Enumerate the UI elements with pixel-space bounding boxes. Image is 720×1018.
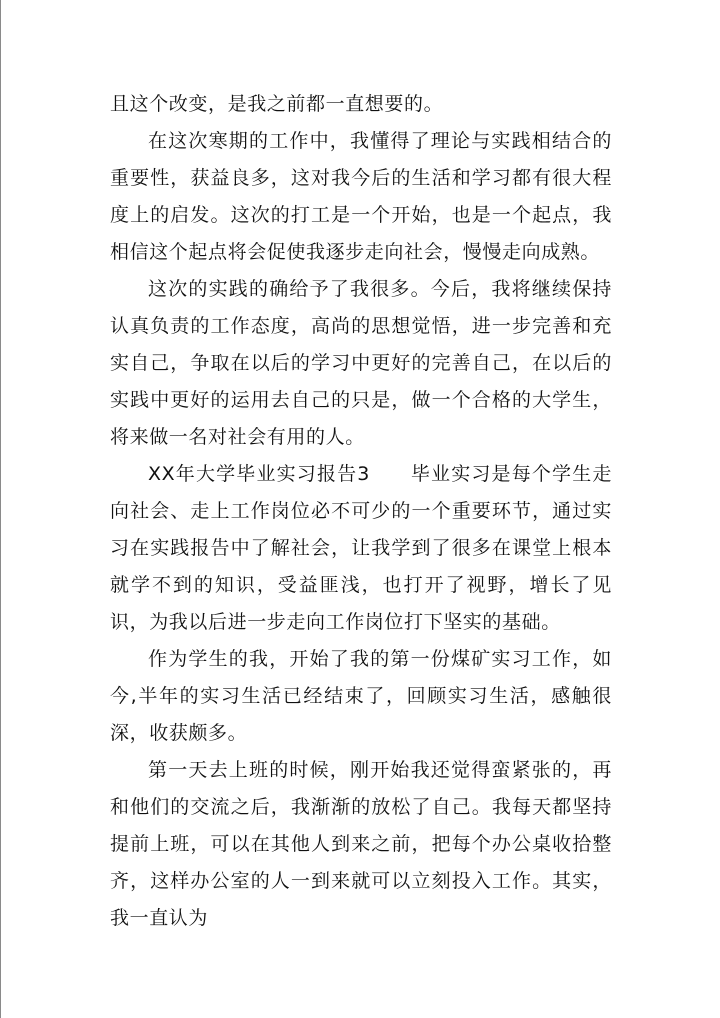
paragraph-1: 且这个改变，是我之前都一直想要的。 (110, 93, 444, 115)
paragraph-5: 作为学生的我，开始了我的第一份煤矿实习工作，如今,半年的实习生活已经结束了，回顾实习生活，感触很深，收获颇多。 (110, 648, 612, 744)
document-body (110, 86, 612, 937)
paragraph-2: 在这次寒期的工作中，我懂得了理论与实践相结合的重要性，获益良多，这对我今后的生活和学习都有很大程度上的启发。这次的打工是一个开始，也是一个起点，我相信这个起点将会促使我逐步走向社会，慢慢走向成熟。 (110, 130, 612, 263)
paragraph-4: XX年大学毕业实习报告3 毕业实习是每个学生走向社会、走上工作岗位必不可少的一个重要环节，通过实习在实践报告中了解社会，让我学到了很多在课堂上根本就学不到的知识，受益匪浅，也打开了视野，增长了见识，为我以后进一步走向工作岗位打下坚实的基础。 (110, 463, 612, 633)
paragraph-6: 第一天去上班的时候，刚开始我还觉得蛮紧张的，再和他们的交流之后，我渐渐的放松了自己。我每天都坚持提前上班，可以在其他人到来之前，把每个办公桌收拾整齐，这样办公室的人一到来就可以立刻投入工作。其实，我一直认为 (110, 759, 612, 929)
paragraph-3: 这次的实践的确给予了我很多。今后，我将继续保持认真负责的工作态度，高尚的思想觉悟，进一步完善和充实自己，争取在以后的学习中更好的完善自己，在以后的实践中更好的运用去自己的只是，做一个合格的大学生，将来做一名对社会有用的人。 (110, 278, 612, 448)
